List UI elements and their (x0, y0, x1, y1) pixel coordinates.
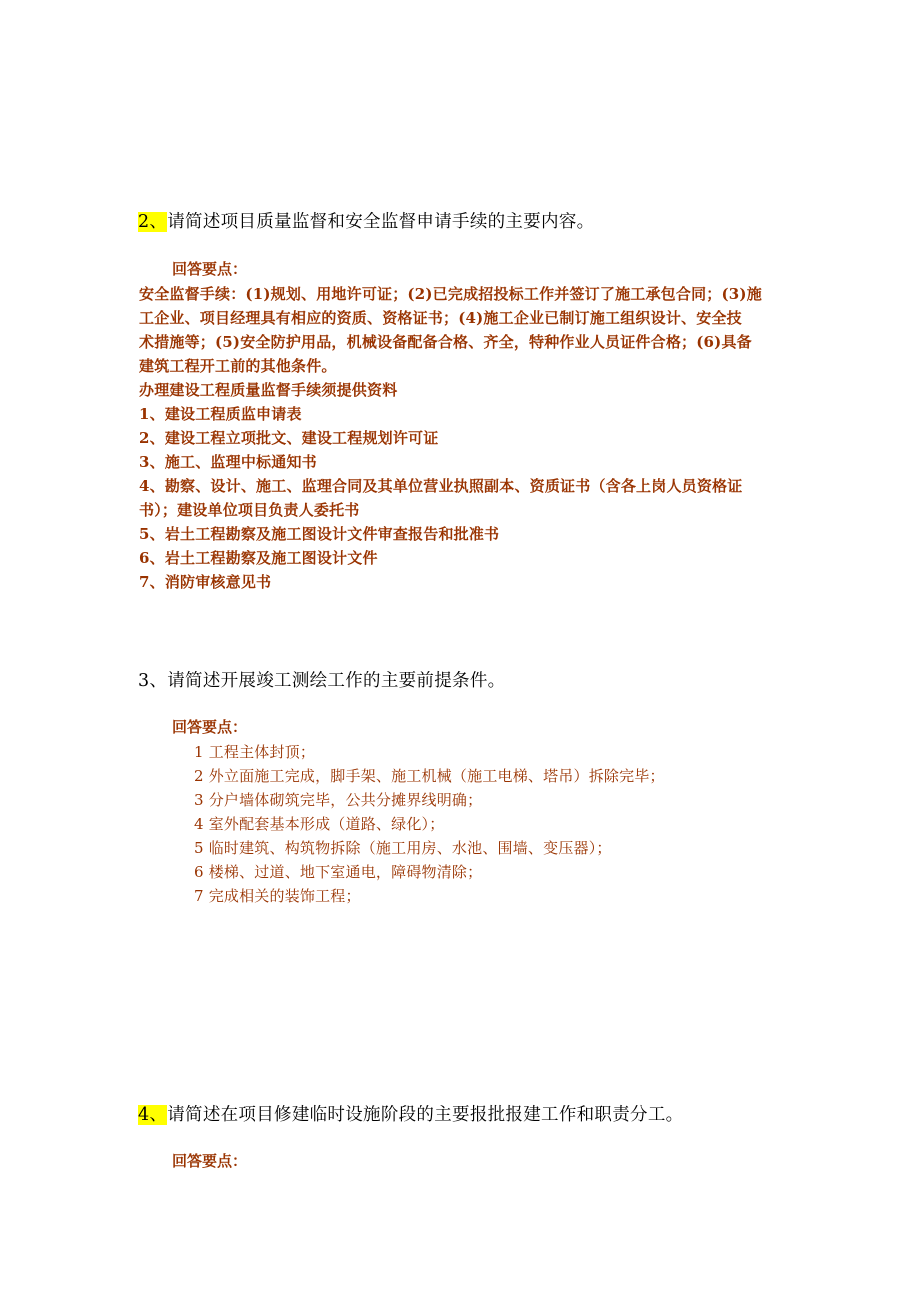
list-item: 4 室外配套基本形成（道路、绿化）； (194, 815, 445, 833)
list-item: 3 分户墙体砌筑完毕，公共分摊界线明确； (194, 791, 483, 809)
list-item: 3、施工、监理中标通知书 (139, 453, 317, 471)
list-item: 7、消防审核意见书 (139, 573, 272, 591)
question-2 (138, 208, 594, 233)
answer-3-body (194, 740, 665, 908)
question-4-number: 4、 (138, 1105, 168, 1125)
list-item: 5、岩土工程勘察及施工图设计文件审查报告和批准书 (139, 525, 500, 543)
question-2-number: 2、 (138, 212, 168, 232)
answer-2-line: 建筑工程开工前的其他条件。 (139, 357, 337, 375)
list-item: 7 完成相关的装饰工程； (194, 887, 361, 905)
list-item: 6、岩土工程勘察及施工图设计文件 (139, 549, 378, 567)
list-item: 6 楼梯、过道、地下室通电，障碍物清除； (194, 863, 483, 881)
list-item: 5 临时建筑、构筑物拆除（施工用房、水池、围墙、变压器）； (194, 839, 612, 857)
question-2-text: 请简述项目质量监督和安全监督申请手续的主要内容。 (167, 212, 595, 232)
answer-2-line: 安全监督手续：(1)规划、用地许可证；(2)已完成招投标工作并签订了施工承包合同；(3)施 (139, 285, 762, 303)
question-4 (138, 1101, 683, 1126)
answer-label-3: 回答要点： (172, 718, 248, 736)
question-3: 3、请简述开展竣工测绘工作的主要前提条件。 (138, 671, 506, 691)
list-item: 2 外立面施工完成，脚手架、施工机械（施工电梯、塔吊）拆除完毕； (194, 767, 665, 785)
question-4-text: 请简述在项目修建临时设施阶段的主要报批报建工作和职责分工。 (167, 1105, 684, 1125)
answer-2-line: 术措施等；(5)安全防护用品，机械设备配备合格、齐全，特种作业人员证件合格；(6)具备 (139, 333, 752, 351)
list-item: 4、勘察、设计、施工、监理合同及其单位营业执照副本、资质证书（含各上岗人员资格证 (139, 477, 743, 495)
list-item: 1 工程主体封顶； (194, 743, 316, 761)
answer-2-line: 办理建设工程质量监督手续须提供资料 (139, 381, 398, 399)
answer-2-body (139, 282, 762, 594)
answer-label-4: 回答要点： (172, 1152, 248, 1170)
answer-label-2: 回答要点： (172, 260, 248, 278)
answer-2-line: 工企业、项目经理具有相应的资质、资格证书；(4)施工企业已制订施工组织设计、安全技 (139, 309, 742, 327)
list-item: 书）；建设单位项目负责人委托书 (139, 501, 360, 519)
list-item: 2、建设工程立项批文、建设工程规划许可证 (139, 429, 439, 447)
list-item: 1、建设工程质监申请表 (139, 405, 302, 423)
